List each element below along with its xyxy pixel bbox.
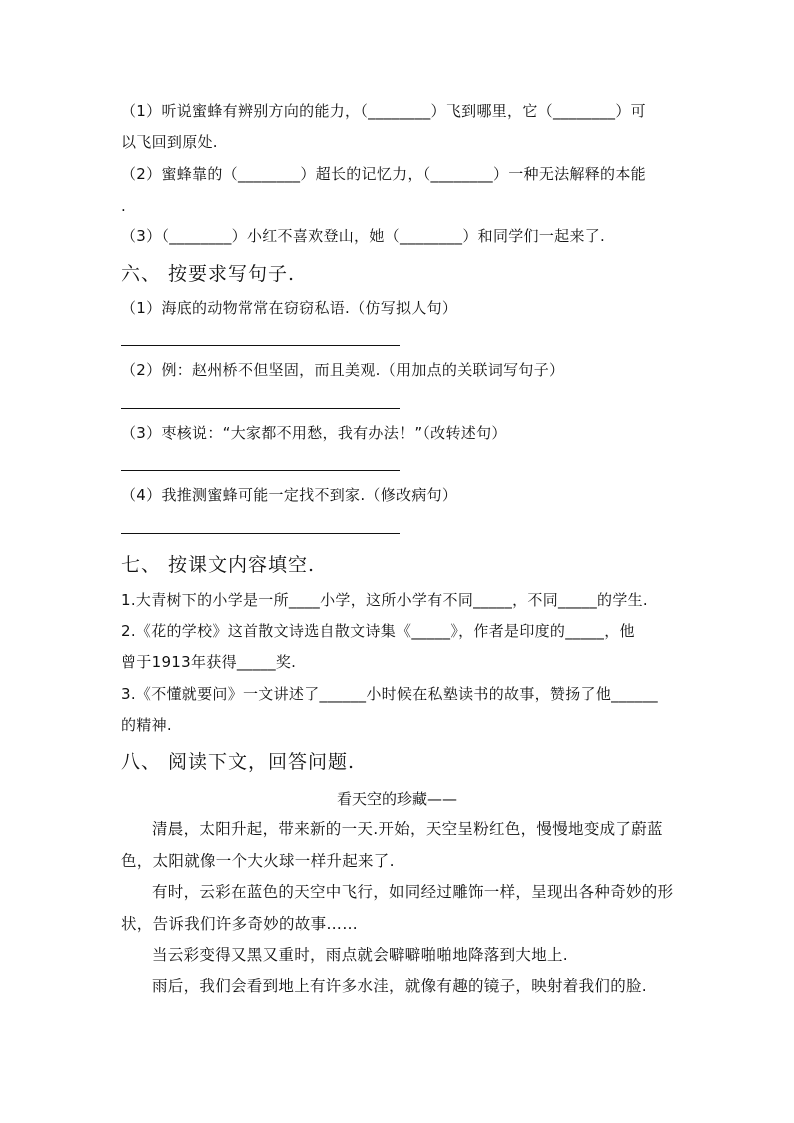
s6-item-3: （3）枣核说：“大家都不用愁，我有办法！”（改转述句） — [121, 424, 507, 442]
s5-item-3: （3）（________）小红不喜欢登山，她（________）和同学们一起来了. — [121, 227, 606, 245]
passage-paragraph-1: 清晨，太阳升起，带来新的一天.开始，天空呈粉红色，慢慢地变成了蔚蓝色，太阳就像一个大火球一样升起来了. — [121, 820, 663, 870]
s5-item-1: （1）听说蜜蜂有辨别方向的能力，（________）飞到哪里，它（________）可 — [121, 102, 646, 120]
passage-paragraph-3: 当云彩变得又黑又重时，雨点就会噼噼啪啪地降落到大地上. — [152, 946, 569, 964]
s6-answer-line-1[interactable] — [121, 345, 400, 346]
section8-heading: 八、 阅读下文，回答问题. — [121, 751, 356, 773]
section6-heading: 六、 按要求写句子. — [121, 263, 296, 285]
s7-item-3: 3.《不懂就要问》一文讲述了______小时候在私塾读书的故事，赞扬了他______ — [121, 685, 658, 703]
passage-title: 看天空的珍藏—— — [336, 790, 457, 808]
s6-answer-line-2[interactable] — [121, 408, 400, 409]
section7-heading: 七、 按课文内容填空. — [121, 554, 316, 576]
s6-item-2: （2）例：赵州桥不但坚固，而且美观.（用加点的关联词写句子） — [121, 361, 565, 379]
s7-item-3-cont: 的精神. — [121, 716, 172, 734]
s5-item-2: （2）蜜蜂靠的（________）超长的记忆力，（________）一种无法解释的本能 — [121, 165, 646, 183]
s6-item-1: （1）海底的动物常常在窃窃私语.（仿写拟人句） — [121, 299, 458, 317]
s7-item-1: 1.大青树下的小学是一所____小学，这所小学有不同_____，不同_____的学生. — [121, 591, 648, 609]
s7-item-2: 2.《花的学校》这首散文诗选自散文诗集《_____》，作者是印度的_____，他 — [121, 622, 635, 640]
s5-item-1-cont: 以飞回到原处. — [121, 133, 218, 151]
s6-item-4: （4）我推测蜜蜂可能一定找不到家.（修改病句） — [121, 486, 458, 504]
s7-item-2-cont: 曾于1913年获得_____奖. — [121, 653, 297, 671]
passage-paragraph-4: 雨后，我们会看到地上有许多水洼，就像有趣的镜子，映射着我们的脸. — [152, 977, 648, 995]
passage-paragraph-2: 有时，云彩在蓝色的天空中飞行，如同经过雕饰一样，呈现出各种奇妙的形状，告诉我们许多奇妙的故事…… — [121, 883, 674, 933]
s5-item-2-cont: . — [121, 197, 127, 215]
s6-answer-line-3[interactable] — [121, 470, 400, 471]
s6-answer-line-4[interactable] — [121, 533, 400, 534]
